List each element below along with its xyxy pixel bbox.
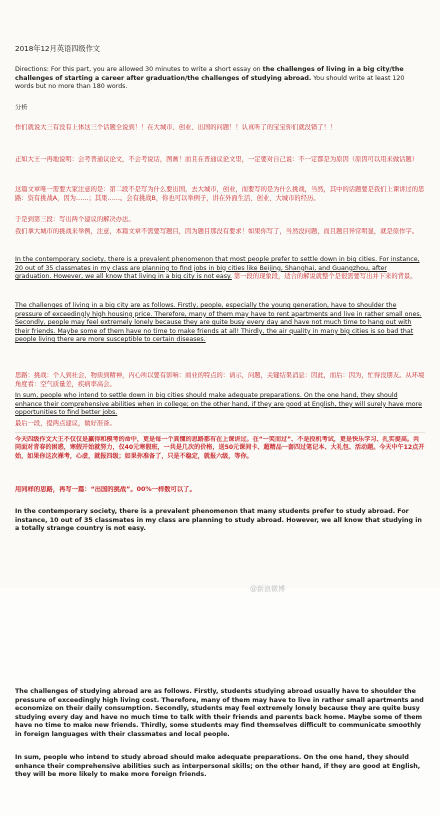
divider: [15, 432, 425, 433]
analysis-p2: 正如大王一再地说明：会考普通议论文，不会考说话，图画！而且在普通议论文里，一定要对自己说：不一定都是为原因（原因可以用来做话题）: [15, 156, 418, 163]
essay1-paragraph-3: [15, 392, 425, 418]
analysis-label: 分析: [15, 104, 28, 111]
analysis-p3: 这篇文章唯一需要大家注意的是：第二段不是写为什么要出国，去大城市，创业，而要写的是为什么挑战，当然，其中的话题要是我们上课讲过的思路：资有挑战A，因为……；其果……。会有挑战B，你也可以举例子，讲在外面生活、创业、大城市的经历。: [15, 186, 425, 202]
essay1-p3-text: In sum, people who intend to settle down in big cities should make adequate preparations. On the one hand, they should enhance their comprehensive abilities when in college; on the other hand, if they are good at English, they will surely have more opportunities to find better jobs.: [15, 392, 422, 417]
essay2-paragraph-1: In the contemporary society, there is a prevalent phenomenon that many students prefer to study abroad. For instance, 10 out of 35 classmates in my class are planning to study abroad. However, we all know that studying in a totally strange country is not easy.: [15, 508, 422, 533]
notes-p1: 今天四级作文大王不仅仅是赢得和模考的命中，更是每一个真懂的思路都有在上课讲过。在“一笑而过”、不是投机考试，更是快乐学习、扎实提高。共同面对青春的困惑，寒假开始就努力，仅40元寒假班，一共是几次的价格，送50元课间卡、超精品一套四过笔记本、大礼包、活动题。今天中午12点开始，如果你这次裸考，心虚，就报四级；如果你准备了，只是不稳定，就报六级，等你。: [15, 436, 425, 460]
essay1-p1-text: In the contemporary society, there is a prevalent phenomenon that most people prefer to settle down in big cities. For instance, 20 out of 35 classmates in my class are planning to find jobs in big cities like Beijing, Shanghai, and Guangzhou, after graduation. However, we all know that living in a big city is not easy.: [15, 256, 420, 281]
analysis-p1: 作们就说大三有没有上体这三个话题全说到！！在大城市、创业、出国的问题！！认真听了的宝宝你们就没错了！！: [15, 124, 337, 131]
essay1-paragraph-2: [15, 302, 425, 345]
essay1-p2-note: 思路：挑战：个人到社会，物质到精神，内心所以要有影响：商业的特点的：请示，问题，关键结果消息：因此，而后：因为，忙得没朋友。从环境角度看：空气质量差，疾病率高会。: [15, 372, 425, 388]
directions: [15, 66, 425, 92]
directions-tail: You should write at least 120 words but no more than 180 words.: [15, 74, 405, 91]
page-title: 2018年12月英语四级作文: [15, 44, 100, 53]
directions-lead: Directions: For this part, you are allowed 30 minutes to write a short essay on: [15, 66, 263, 73]
essay1-p2-text: The challenges of living in a big city are as follows. Firstly, people, especially the young generation, have to shoulder the pressure of exceedingly high housing price. Therefore, many of them may have to rent apartments and live in rather small ones. Secondly, people may feel extremely lonely because they are quite busy every day and have not much time to hang out with their friends. Maybe some of them have no time to make friends at all! Thirdly, the air quality in many big cities is so bad that people living there are more susceptible to certain diseases.: [15, 302, 422, 344]
essay2-paragraph-2: The challenges of studying abroad are as follows. Firstly, students studying abroad usually have to shoulder the pressure of exceedingly high living cost. Therefore, many of them may have to live in rather small apartments and economize on their daily consumption. Secondly, students may feel extremely lonely because they are quite busy studying every day and have no much time to talk with their friends and parents back home. Maybe some of them have no time to make new friends. Thirdly, some students may find themselves difficult to communicate smoothly in foreign languages with their classmates and local people.: [15, 688, 424, 738]
weibo-watermark: @新浪微博: [250, 585, 285, 593]
essay1-p1-note: 第一段的现象段，适合的解说就整个是很需要写出并下来的背景。: [233, 273, 417, 281]
analysis-p5: 我们拿大城市的挑战来举例，注意，本篇文章不需要写题目，因为题目那没有要求！如果你写了，当然没问题，而且题目异常明显，就是原作字。: [15, 228, 418, 235]
essay1-paragraph-1: [15, 256, 425, 282]
analysis-p4: 于是到第三段：写出两个建议的解决办法。: [15, 216, 135, 223]
essay2-paragraph-3: In sum, people who intend to study abroad should make adequate preparations. On the one hand, they should enhance their comprehensive abilities such as interpersonal skills; on the other hand, if they are good at English, they will be more likely to make more foreign friends.: [15, 754, 421, 779]
essay1-p3-note: 最后一段，提两点建议，做好准备。: [15, 420, 116, 427]
notes-p2: 用同样的思路，再写一篇：“出国的挑战”。00%一样数可以了。: [15, 486, 196, 493]
directions-topic: the challenges of living in a big city/the challenges of starting a career after graduation/the challenges of studying abroad.: [15, 66, 404, 82]
